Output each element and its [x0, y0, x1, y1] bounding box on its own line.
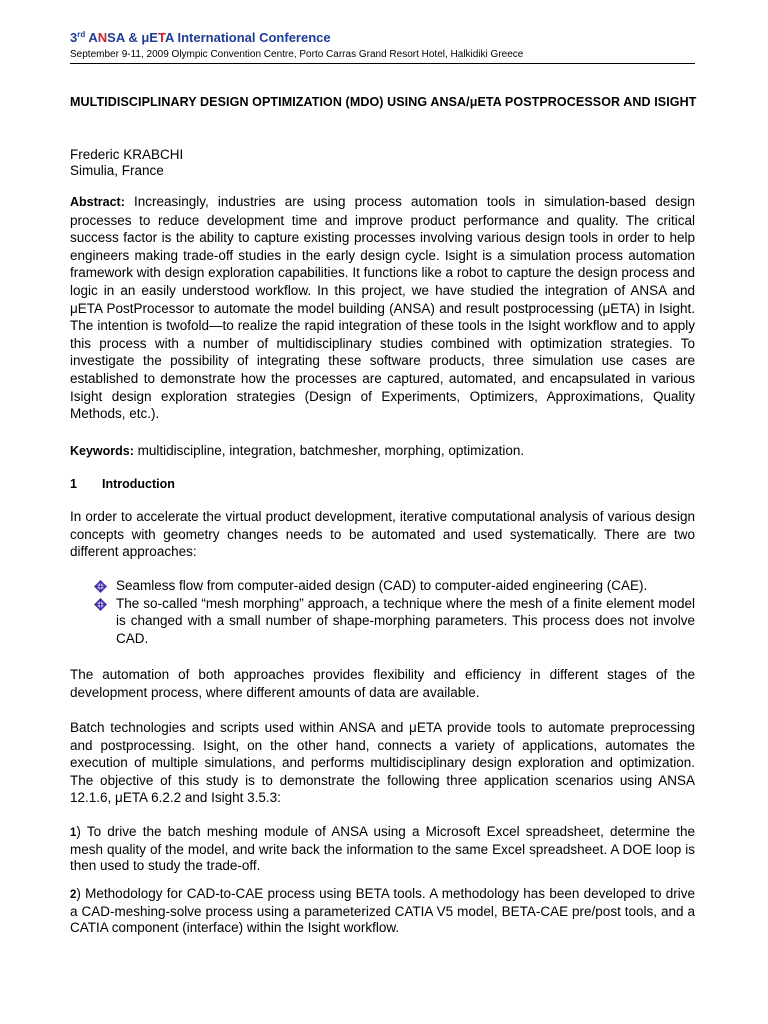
- intro-paragraph-3: Batch technologies and scripts used within ANSA and μETA provide tools to automate preprocessing and postprocessing. Isight, on the other hand, connects a variety of applications, automates the execution of multiple simulations, and performs multidisciplinary design exploration and optimization. The objective of this study is to demonstrate the following three application scenarios using ANSA 12.1.6, μETA 6.2.2 and Isight 3.5.3:: [70, 720, 695, 806]
- abstract: [70, 193, 695, 423]
- conference-rest: A International Conference: [164, 30, 331, 45]
- conference-n: N: [97, 30, 108, 45]
- author-block: [70, 147, 183, 179]
- scenario-text: ) Methodology for CAD-to-CAE process using BETA tools. A methodology has been developed to drive a CAD-meshing-solve process using a parameterized CATIA V5 model, BETA-CAE pre/post tools, and a CATIA component (interface) within the Isight workflow.: [70, 886, 695, 935]
- conference-t: T: [157, 30, 165, 45]
- diamond-bullet-icon: [94, 580, 107, 593]
- list-item-text: The so-called “mesh morphing” approach, a technique where the mesh of a finite element model is changed with a small number of shape-morphing parameters. This process does not involve CAD.: [116, 595, 695, 646]
- conference-subtitle: September 9-11, 2009 Olympic Convention Centre, Porto Carras Grand Resort Hotel, Halkidiki Greece: [70, 49, 524, 60]
- abstract-text: Increasingly, industries are using process automation tools in simulation-based design processes to reduce development time and improve product performance and quality. The critical success factor is the ability to capture existing processes involving various design tools in order to help engineers making trade-off studies in the early design cycle. Isight is a simulation process automation framework with design exploration capabilities. It functions like a robot to capture the design process and logic in an easily understood workflow. In this project, we have studied the integration of ANSA and μETA PostProcessor to automate the model building (ANSA) and result postprocessing (μETA) in Isight. The intention is twofold—to realize the rapid integration of these tools in the Isight workflow and to apply this process with a number of multidisciplinary studies combined with optimization strategies. To investigate the possibility of integrating these software products, three simulation use cases are established to demonstrate how the processes are captured, automated, and encapsulated in various Isight design exploration strategies (Design of Experiments, Optimizers, Approximations, Quality Methods, etc.).: [70, 194, 695, 422]
- list-item: [94, 577, 695, 595]
- author-name: Frederic KRABCHI: [70, 147, 184, 162]
- intro-paragraph-2: The automation of both approaches provides flexibility and efficiency in different stages of the development process, where different amounts of data are available.: [70, 667, 695, 700]
- conference-ordinal: rd: [77, 30, 86, 39]
- abstract-label: Abstract:: [70, 195, 125, 209]
- scenario-item-1: [70, 824, 695, 875]
- section-heading: [70, 477, 175, 491]
- diamond-bullet-icon: [94, 598, 107, 611]
- author-affiliation: Simulia, France: [70, 163, 164, 178]
- scenario-number: 1: [70, 827, 77, 839]
- list-item-text: Seamless flow from computer-aided design (CAD) to computer-aided engineering (CAE).: [116, 578, 648, 593]
- section-number: 1: [70, 477, 77, 491]
- header-divider: [70, 63, 695, 64]
- conference-title: [70, 30, 331, 45]
- paper-title: MULTIDISCIPLINARY DESIGN OPTIMIZATION (MDO) USING ANSA/μETA POSTPROCESSOR AND ISIGHT: [70, 95, 697, 109]
- keywords-text: multidiscipline, integration, batchmesher, morphing, optimization.: [137, 443, 525, 458]
- keywords: [70, 442, 695, 461]
- scenario-item-2: [70, 886, 695, 937]
- approach-list: [94, 577, 695, 647]
- section-title: Introduction: [102, 477, 175, 491]
- conference-sa: SA & μE: [107, 30, 158, 45]
- scenario-text: ) To drive the batch meshing module of ANSA using a Microsoft Excel spreadsheet, determine the mesh quality of the model, and write back the information to the same Excel spreadsheet. A DOE loop is then used to study the trade-off.: [70, 824, 695, 873]
- keywords-label: Keywords:: [70, 444, 134, 458]
- list-item: [94, 595, 695, 648]
- scenario-number: 2: [70, 889, 77, 901]
- conference-number: 3: [70, 30, 78, 45]
- intro-paragraph-1: In order to accelerate the virtual product development, iterative computational analysis of various design concepts with geometry changes needs to be automated and used systematically. There are two different approaches:: [70, 509, 695, 560]
- conference-a: A: [88, 30, 98, 45]
